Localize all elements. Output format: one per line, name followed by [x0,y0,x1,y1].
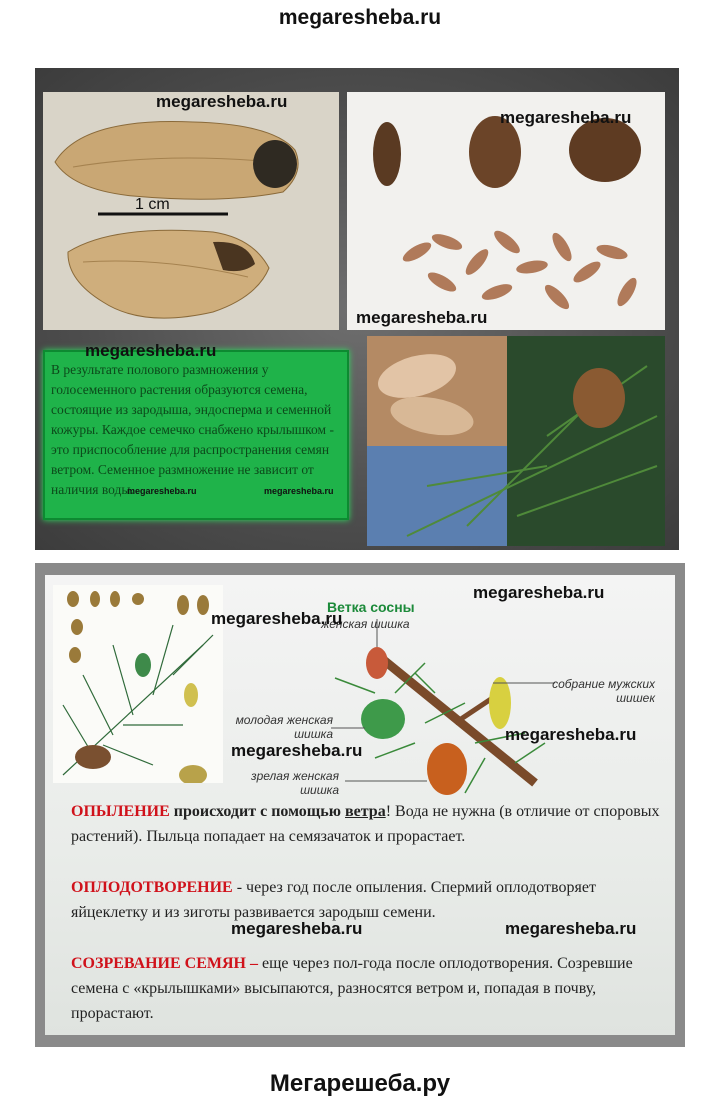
watermark-1: megaresheba.ru [156,92,288,111]
slide-pine-reproduction [35,563,685,1047]
watermark-7: megaresheba.ru [473,583,605,602]
watermark-4: megaresheba.ru [85,341,217,360]
pine-illustration [53,585,223,783]
watermark-12: megaresheba.ru [505,919,637,938]
watermark-3: megaresheba.ru [356,308,488,327]
seed-ripening-term: СОЗРЕВАНИЕ СЕМЯН – [71,955,258,972]
seed-ripening-paragraph [71,951,661,1026]
pine-branch-image [367,336,665,546]
watermark-8: megaresheba.ru [211,609,343,628]
label-male-cones: собрание мужских шишек [552,677,655,705]
watermark-9: megaresheba.ru [505,725,637,744]
fertilization-paragraph [71,875,661,925]
pollination-wind: ветра [345,803,386,820]
watermark-11: megaresheba.ru [231,919,363,938]
winged-seed-photo [43,92,339,330]
pine-branch-photo [367,336,665,546]
label-female-cone: женская шишка [321,617,410,631]
watermark-10: megaresheba.ru [231,741,363,760]
seed-reproduction-text: В результате полового размножения у голосеменного растения образуются семена, состоящие из зародыша, эндосперма и семенной кожуры. Каждое семечко снабжено крылышком - это приспособление для распространения семян ветром. Семенное размножение не зависит от наличия воды. [51,362,334,497]
scale-label: 1 cm [135,196,170,213]
site-footer: Мегарешеба.ру [269,1070,451,1097]
winged-seed-image [43,92,339,330]
pollination-text-a: происходит с помощью [169,803,345,820]
fertilization-text: - через год после опыления. Спермий оплодотворяет яйцеклетку и из зиготы развивается зародыш семени. [71,879,596,921]
watermark-2: megaresheba.ru [500,108,632,127]
site-title: megaresheba.ru [278,6,442,29]
diagram-title: Ветка сосны [327,599,415,615]
slide-content [45,575,675,1035]
pollination-text-b: ! Вода не нужна (в отличие от споровых растений). Пыльца попадает на семязачаток и прорастает. [71,803,660,845]
label-mature-cone: зрелая женская шишка [251,769,339,797]
watermark-5: megaresheba.ru [127,486,197,496]
fertilization-term: ОПЛОДОТВОРЕНИЕ [71,879,233,896]
label-young-cone: молодая женская шишка [235,713,333,741]
pine-illustration-image [53,585,223,783]
pollination-term: ОПЫЛЕНИЕ [71,803,170,820]
pollination-paragraph [71,799,661,849]
watermark-6: megaresheba.ru [264,486,334,496]
seed-ripening-text: еще через пол-года после оплодотворения. Созревшие семена с «крылышками» высыпаются, разносятся ветром и, попадая в почву, прорастают. [71,955,633,1022]
slide-seeds [35,68,679,550]
